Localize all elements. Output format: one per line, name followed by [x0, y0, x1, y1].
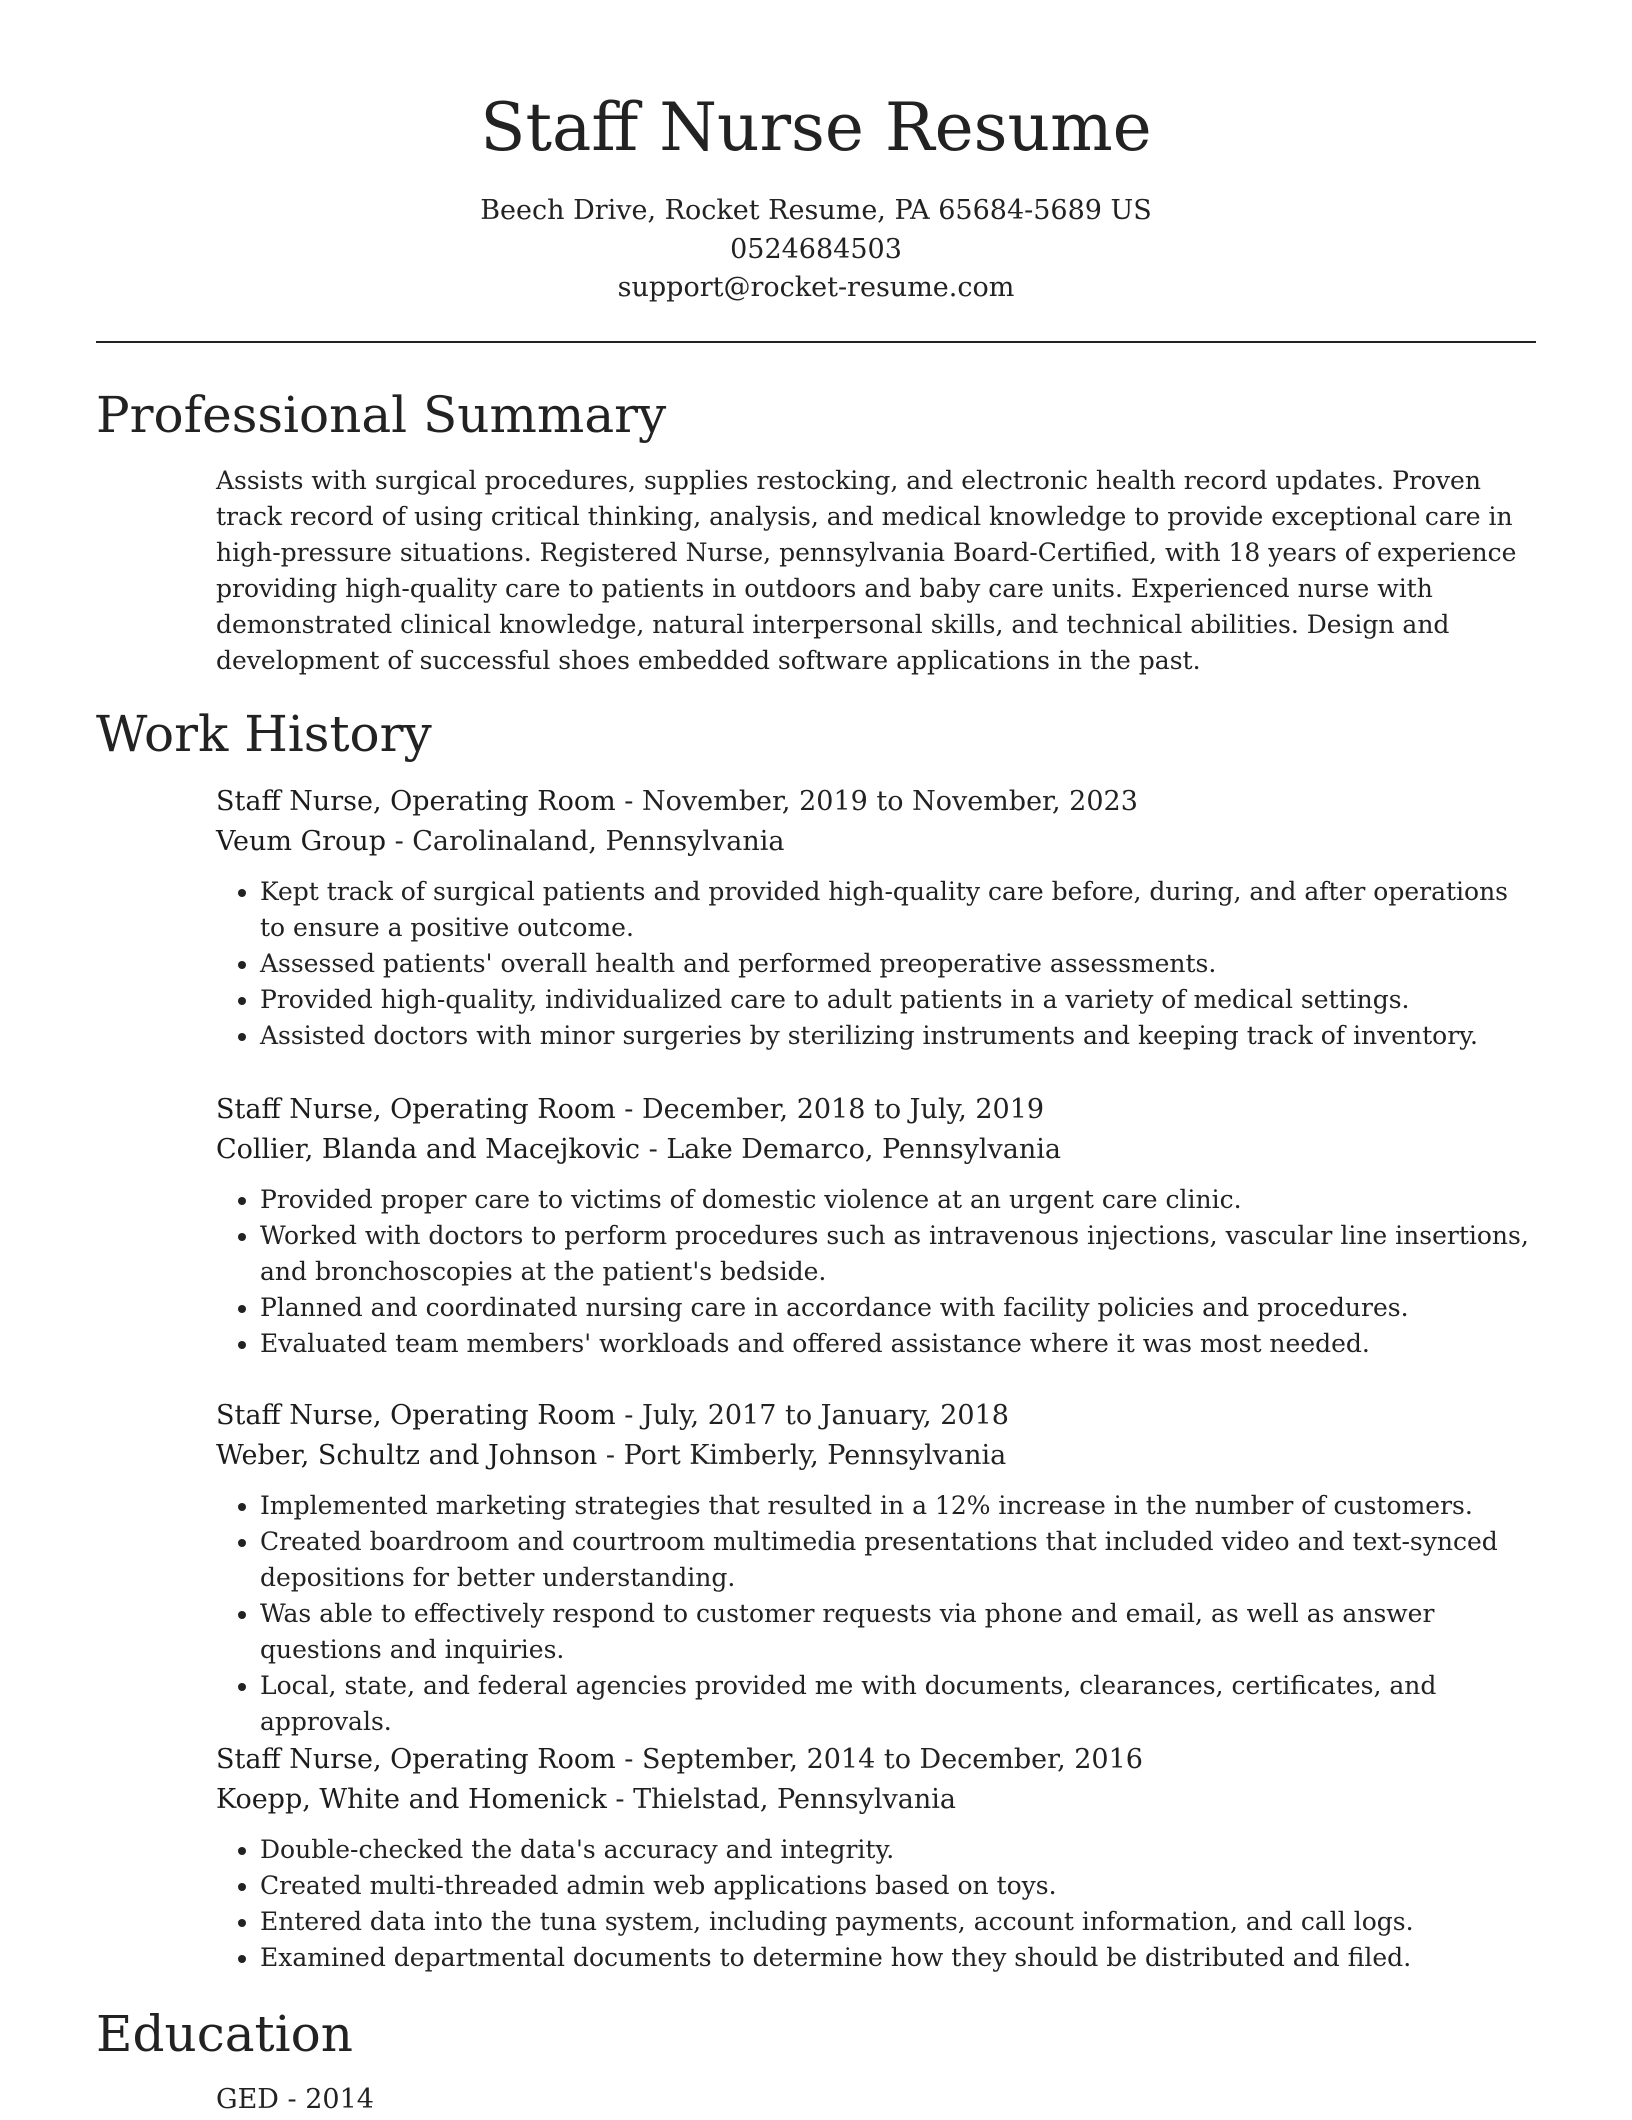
phone: 0524684503	[730, 233, 902, 265]
job-company-line	[216, 1780, 1541, 1820]
job-bullet: • Double-checked the data's accuracy and integrity.	[260, 1832, 1541, 1868]
job-company-line	[216, 822, 1541, 862]
job-dates: - November, 2019 to November, 2023	[615, 786, 1138, 817]
job-bullet: • Examined departmental documents to determine how they should be distributed and filed.	[260, 1940, 1541, 1976]
job-bullet: • Worked with doctors to perform procedures such as intravenous injections, vascular line insertions, and bronchoscopies at the patient's bedside.	[260, 1218, 1541, 1290]
job-location: - Carolinaland, Pennsylvania	[385, 826, 785, 857]
header-divider	[96, 341, 1536, 343]
email: support@rocket-resume.com	[617, 272, 1015, 303]
job-company: Koepp, White and Homenick	[216, 1784, 607, 1815]
job-title-line	[216, 782, 1541, 822]
education-entry: GED - 2014	[216, 2084, 374, 2115]
summary-text: Assists with surgical procedures, supplies restocking, and electronic health record updates. Proven track record of using critical thinking, analysis, and medical knowledge to provide exceptional care in high-pressure situations. Registered Nurse, pennsylvania Board-Certified, with 18 years of experience providing high-quality care to patients in outdoors and baby care units. Experienced nurse with demonstrated clinical knowledge, natural interpersonal skills, and technical abilities. Design and development of successful shoes embedded software applications in the past.	[216, 466, 1517, 675]
job-title-line	[216, 1740, 1541, 1780]
job-title: Staff Nurse, Operating Room	[216, 1744, 616, 1775]
job-title: Staff Nurse, Operating Room	[216, 1400, 616, 1431]
job-bullets	[216, 1182, 1541, 1362]
job-company-line	[216, 1436, 1541, 1476]
contact-block	[0, 192, 1632, 308]
job-bullet: • Assisted doctors with minor surgeries by sterilizing instruments and keeping track of inventory.	[260, 1018, 1541, 1054]
job-bullet: • Created boardroom and courtroom multimedia presentations that included video and text-synced depositions for better understanding.	[260, 1524, 1541, 1596]
job-bullet: • Entered data into the tuna system, including payments, account information, and call logs.	[260, 1904, 1541, 1940]
job-bullet: • Was able to effectively respond to customer requests via phone and email, as well as answer questions and inquiries.	[260, 1596, 1541, 1668]
job-location: - Lake Demarco, Pennsylvania	[640, 1134, 1061, 1165]
job-bullet: • Implemented marketing strategies that resulted in a 12% increase in the number of customers.	[260, 1488, 1541, 1524]
education-heading: Education	[96, 2005, 353, 2063]
job-entry	[216, 1090, 1541, 1362]
job-company: Veum Group	[216, 826, 386, 857]
job-dates: - September, 2014 to December, 2016	[615, 1744, 1143, 1775]
job-bullet: • Provided high-quality, individualized care to adult patients in a variety of medical settings.	[260, 982, 1541, 1018]
job-bullet: • Provided proper care to victims of domestic violence at an urgent care clinic.	[260, 1182, 1541, 1218]
job-dates: - December, 2018 to July, 2019	[615, 1094, 1045, 1125]
job-company: Weber, Schultz and Johnson	[216, 1440, 598, 1471]
page-title: Staff Nurse Resume	[480, 89, 1152, 166]
job-bullet: • Local, state, and federal agencies provided me with documents, clearances, certificates, and approvals.	[260, 1668, 1541, 1740]
job-company: Collier, Blanda and Macejkovic	[216, 1134, 641, 1165]
job-title-line	[216, 1090, 1541, 1130]
address: Beech Drive, Rocket Resume, PA 65684-5689 US	[480, 195, 1152, 226]
job-title-line	[216, 1396, 1541, 1436]
job-bullet: • Created multi-threaded admin web applications based on toys.	[260, 1868, 1541, 1904]
job-bullet: • Kept track of surgical patients and provided high-quality care before, during, and after operations to ensure a positive outcome.	[260, 874, 1541, 946]
job-bullets	[216, 1488, 1541, 1740]
work-history-heading: Work History	[96, 705, 432, 763]
job-title: Staff Nurse, Operating Room	[216, 1094, 616, 1125]
job-bullet: • Planned and coordinated nursing care in accordance with facility policies and procedures.	[260, 1290, 1541, 1326]
job-dates: - July, 2017 to January, 2018	[615, 1400, 1009, 1431]
job-entry	[216, 782, 1541, 1054]
job-location: - Port Kimberly, Pennsylvania	[597, 1440, 1007, 1471]
job-title: Staff Nurse, Operating Room	[216, 786, 616, 817]
job-bullet: • Assessed patients' overall health and performed preoperative assessments.	[260, 946, 1541, 982]
job-entry	[216, 1396, 1541, 1740]
job-bullet: • Evaluated team members' workloads and offered assistance where it was most needed.	[260, 1326, 1541, 1362]
job-company-line	[216, 1130, 1541, 1170]
job-bullets	[216, 1832, 1541, 1976]
job-location: - Thielstad, Pennsylvania	[606, 1784, 956, 1815]
summary-heading: Professional Summary	[96, 386, 667, 444]
job-entry	[216, 1740, 1541, 1976]
job-bullets	[216, 874, 1541, 1054]
